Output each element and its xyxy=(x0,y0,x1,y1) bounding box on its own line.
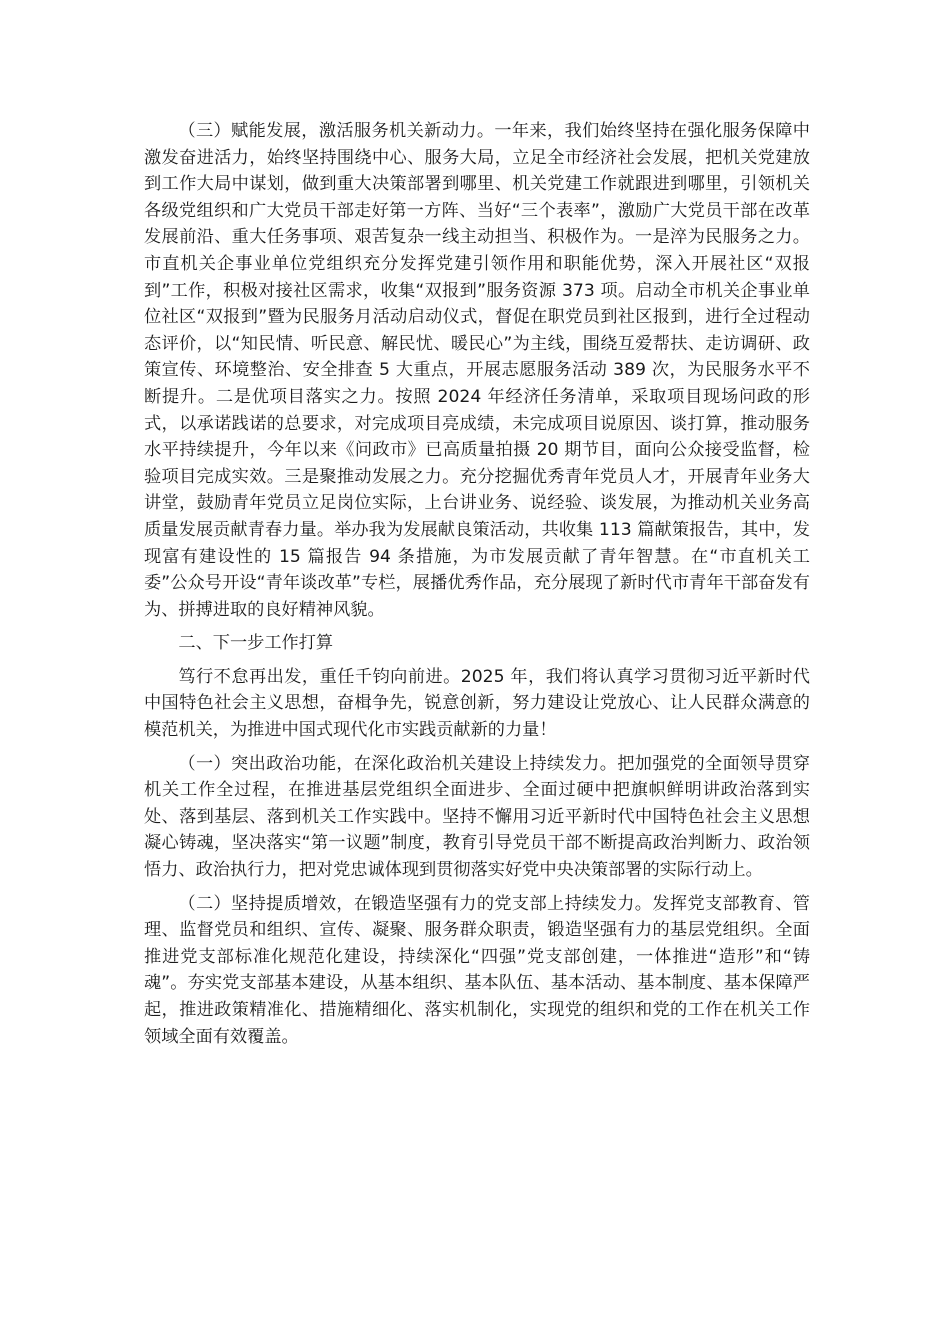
paragraph-political-function: （一）突出政治功能，在深化政治机关建设上持续发力。把加强党的全面领导贯穿机关工作全过程，在推进基层党组织全面进步、全面过硬中把旗帜鲜明讲政治落到实处、落到基层、落到机关工作实践中。坚持不懈用习近平新时代中国特色社会主义思想凝心铸魂，坚决落实“第一议题”制度，教育引导党员干部不断提高政治判断力、政治领悟力、政治执行力，把对党忠诚体现到贯彻落实好党中央决策部署的实际行动上。 xyxy=(144,753,810,881)
document-body xyxy=(144,118,810,1050)
section-heading-next-plan: 二、下一步工作打算 xyxy=(178,633,334,654)
paragraph-party-branch: （二）坚持提质增效，在锻造坚强有力的党支部上持续发力。发挥党支部教育、管理、监督党员和组织、宣传、凝聚、服务群众职责，锻造坚强有力的基层党组织。全面推进党支部标准化规范化建设，持续深化“四强”党支部创建，一体推进“造形”和“铸魂”。夯实党支部基本建设，从基本组织、基本队伍、基本活动、基本制度、基本保障严起，推进政策精准化、措施精细化、落实机制化，实现党的组织和党的工作在机关工作领域全面有效覆盖。 xyxy=(144,893,810,1047)
paragraph-service-momentum: （三）赋能发展，激活服务机关新动力。一年来，我们始终坚持在强化服务保障中激发奋进活力，始终坚持围绕中心、服务大局，立足全市经济社会发展，把机关党建放到工作大局中谋划，做到重大决策部署到哪里、机关党建工作就跟进到哪里，引领机关各级党组织和广大党员干部走好第一方阵、当好“三个表率”，激励广大党员干部在改革发展前沿、重大任务事项、艰苦复杂一线主动担当、积极作为。一是淬为民服务之力。市直机关企事业单位党组织充分发挥党建引领作用和职能优势，深入开展社区“双报到”工作，积极对接社区需求，收集“双报到”服务资源 373 项。启动全市机关企事业单位社区“双报到”暨为民服务月活动启动仪式，督促在职党员到社区报到，进行全过程动态评价，以“知民情、听民意、解民忧、暖民心”为主线，围绕互爱帮扶、走访调研、政策宣传、环境整治、安全排查 5 大重点，开展志愿服务活动 389 次，为民服务水平不断提升。二是优项目落实之力。按照 2024 年经济任务清单，采取项目现场问政的形式，以承诺践诺的总要求，对完成项目亮成绩，未完成项目说原因、谈打算，推动服务水平持续提升，今年以来《问政市》已高质量拍摄 20 期节目，面向公众接受监督，检验项目完成实效。三是聚推动发展之力。充分挖掘优秀青年党员人才，开展青年业务大讲堂，鼓励青年党员立足岗位实际，上台讲业务、说经验、谈发展，为推动机关业务高质量发展贡献青春力量。举办我为发展献良策活动，共收集 113 篇献策报告，其中，发现富有建设性的 15 篇报告 94 条措施，为市发展贡献了青年智慧。在“市直机关工委”公众号开设“青年谈改革”专栏，展播优秀作品，充分展现了新时代市青年干部奋发有为、拼搏进取的良好精神风貌。 xyxy=(144,121,810,620)
paragraph-intro-2025: 笃行不怠再出发，重任千钧向前进。2025 年，我们将认真学习贯彻习近平新时代中国特色社会主义思想，奋楫争先，锐意创新，努力建设让党放心、让人民群众满意的模范机关，为推进中国式现代化市实践贡献新的力量！ xyxy=(144,666,810,741)
